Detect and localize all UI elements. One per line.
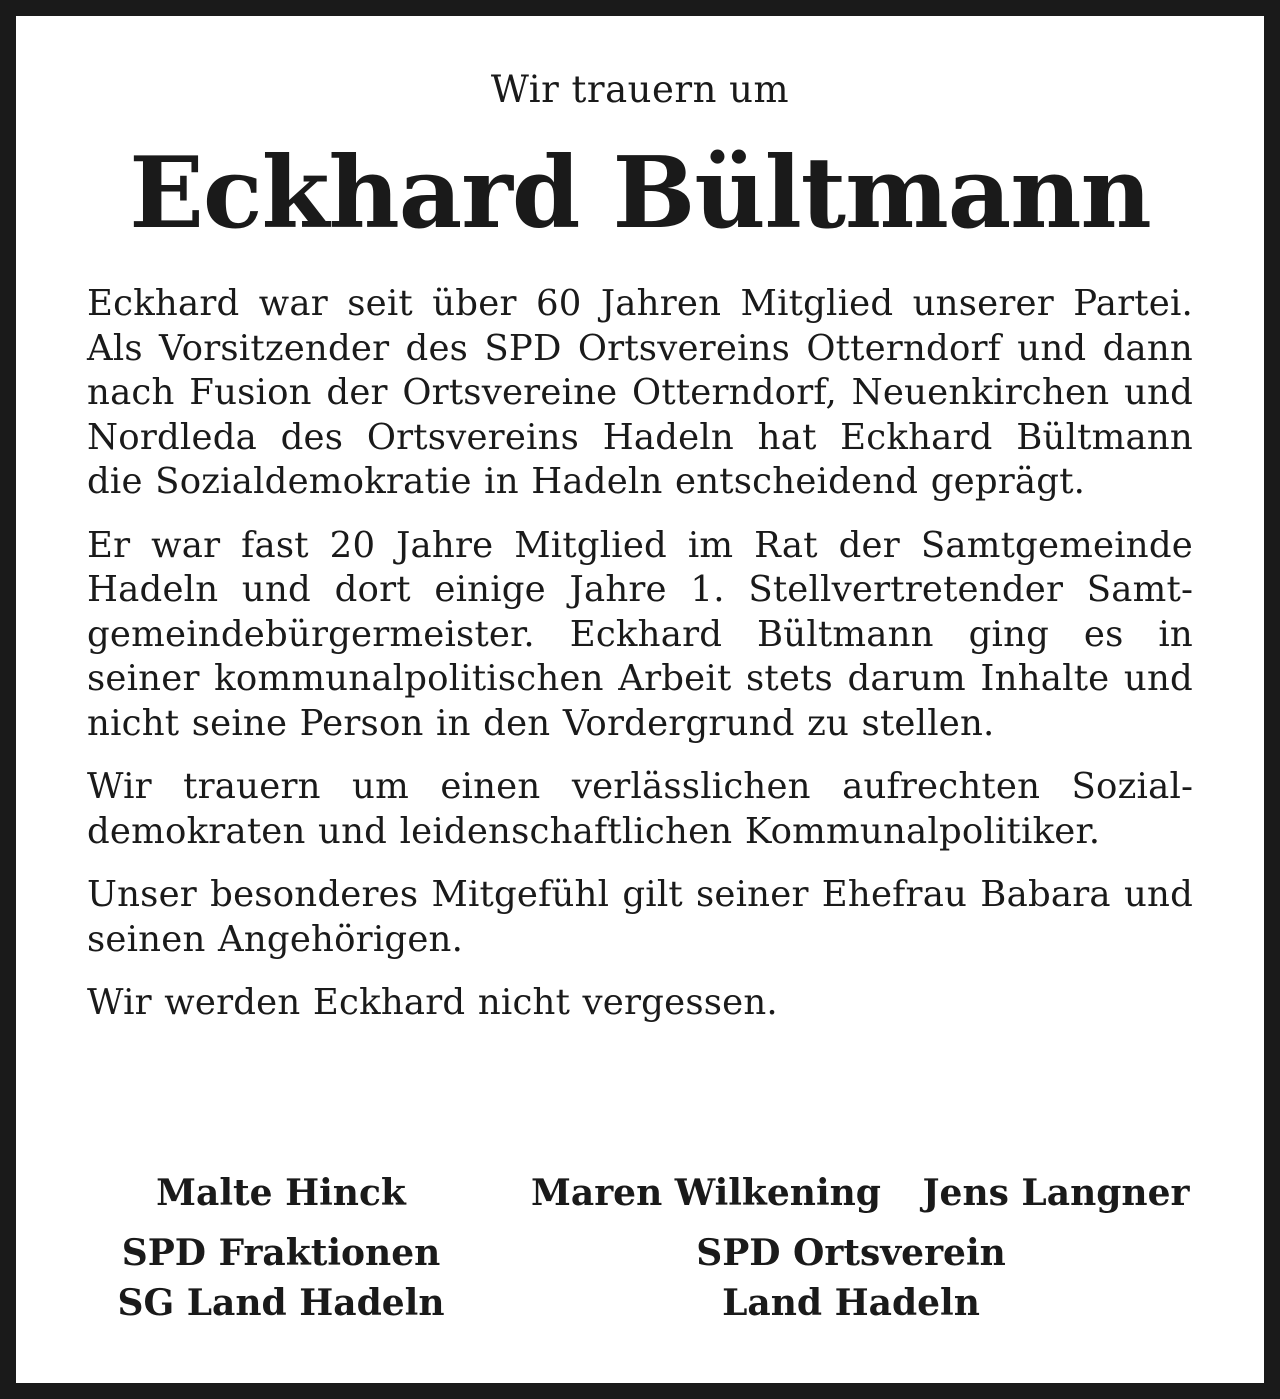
organization-line: Land Hadeln xyxy=(722,1282,980,1324)
organization-line: SG Land Hadeln xyxy=(117,1282,445,1324)
paragraph-closing: Wir werden Eckhard nicht vergessen. xyxy=(87,982,778,1023)
signature-jens-langner: Jens Langner xyxy=(922,1172,1190,1214)
obituary-body xyxy=(87,282,1193,1045)
paragraph-membership: Eckhard war seit über 60 Jahren Mitglied unserer Partei. Als Vorsitzender des SPD Ortsvereins Otterndorf und dann nach Fusion der Ortsvereine Otterndorf, Neuenkirchen und Nordleda des Ortsvereins Hadeln hat Eckhard Bültmann die Sozialdemokratie in Hadeln entscheidend geprägt. xyxy=(87,283,1193,502)
organization-spd-ortsverein xyxy=(636,1228,1066,1328)
organization-line: SPD Ortsverein xyxy=(696,1232,1006,1274)
signature-maren-wilkening: Maren Wilkening xyxy=(531,1172,881,1214)
signature-malte-hinck: Malte Hinck xyxy=(156,1172,406,1214)
organization-spd-fraktionen xyxy=(91,1228,471,1328)
organization-line: SPD Fraktionen xyxy=(121,1232,441,1274)
paragraph-council: Er war fast 20 Jahre Mitglied im Rat der Samtgemeinde Hadeln und dort einige Jahre 1. Stellvertretender Samtgemeindebürgermeister. Eckhard Bültmann ging es in seiner kommunalpolitischen Arbeit stets darum Inhalte und nicht seine Person in den Vordergrund zu stellen. xyxy=(87,524,1193,744)
intro-line: Wir trauern um xyxy=(490,68,790,111)
obituary-notice xyxy=(16,16,1264,1383)
paragraph-condolence: Unser besonderes Mitgefühl gilt seiner Ehefrau Babara und seinen Angehörigen. xyxy=(87,874,1193,960)
deceased-name: Eckhard Bültmann xyxy=(129,136,1151,251)
paragraph-mourning: Wir trauern um einen verlässlichen aufrechten Sozialdemokraten und leidenschaftlichen Kommunalpolitiker. xyxy=(87,766,1193,852)
